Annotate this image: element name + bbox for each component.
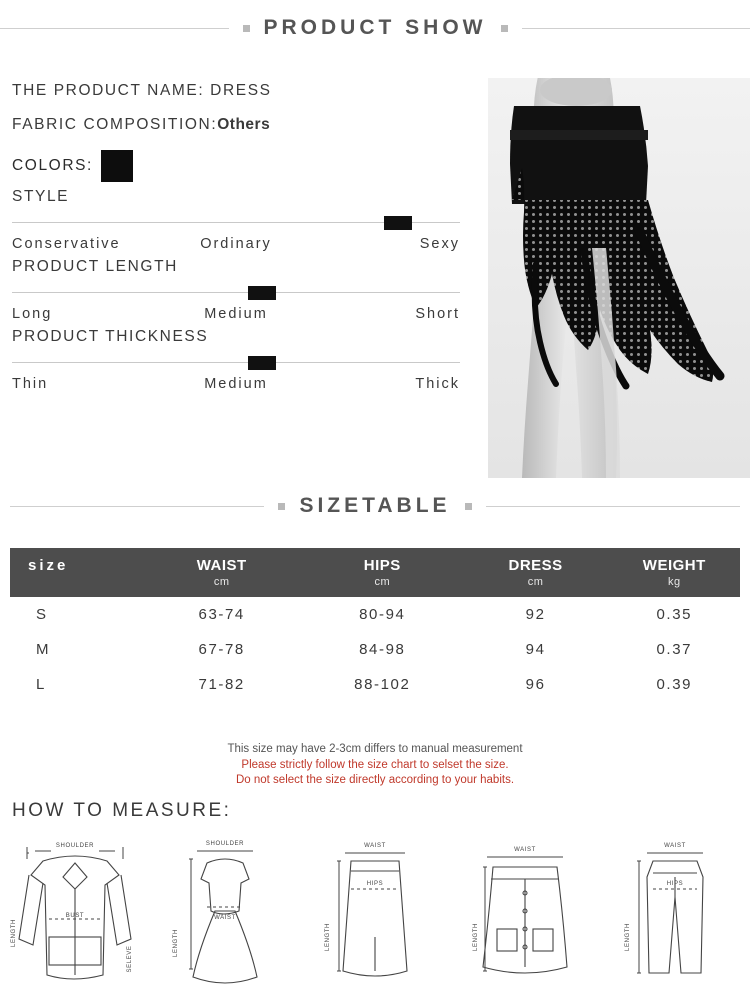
attribute-product-thickness-scale — [12, 372, 460, 392]
row-hips: 84-98 — [359, 641, 406, 658]
attribute-style-option-0[interactable]: Conservative — [12, 236, 121, 252]
size-table-unit-weight: kg — [609, 576, 740, 597]
figure-label-hips: HIPS — [666, 881, 684, 887]
measure-figure-pants — [605, 833, 745, 998]
attribute-product-length-scale — [12, 302, 460, 322]
size-table-header-dress: DRESS — [463, 548, 609, 576]
figure-label-hips: HIPS — [366, 881, 384, 887]
section-header-product-show — [0, 0, 750, 50]
figure-label-shoulder: SHOULDER — [205, 841, 245, 847]
row-dress: 94 — [525, 641, 546, 658]
size-table-header-row — [10, 548, 740, 576]
attribute-style — [12, 188, 460, 252]
attribute-style-scale — [12, 232, 460, 252]
attribute-product-length-marker[interactable] — [248, 286, 276, 300]
measure-figure-dress — [155, 833, 295, 998]
row-hips: 88-102 — [354, 676, 411, 693]
section-title: PRODUCT SHOW — [263, 16, 487, 39]
figure-label-waist: WAIST — [214, 915, 236, 921]
figure-label-waist: WAIST — [364, 843, 386, 849]
product-info-panel — [12, 82, 460, 392]
row-dress: 96 — [525, 676, 546, 693]
attribute-product-thickness-option-2[interactable]: Thick — [415, 376, 460, 392]
figure-label-waist: WAIST — [514, 847, 536, 853]
attribute-product-thickness-option-1[interactable]: Medium — [204, 376, 268, 392]
attribute-product-length-option-2[interactable]: Short — [415, 306, 460, 322]
row-weight: 0.39 — [656, 676, 693, 693]
sizetable-header-inner — [10, 478, 740, 528]
attribute-style-option-1[interactable]: Ordinary — [200, 236, 272, 252]
fabric-composition-line — [12, 116, 460, 134]
row-size: L — [36, 676, 46, 693]
how-to-measure-title: HOW TO MEASURE: — [12, 800, 232, 821]
size-table-header-size: size — [10, 548, 141, 576]
figure-label-sleeve: SELEVE — [127, 945, 133, 973]
size-table-header-weight: WEIGHT — [609, 548, 740, 576]
sizetable-rule-right — [486, 506, 740, 507]
attribute-style-marker[interactable] — [384, 216, 412, 230]
attribute-product-length-track[interactable] — [12, 284, 460, 300]
sizetable-square-left — [278, 503, 285, 510]
attribute-product-thickness-marker[interactable] — [248, 356, 276, 370]
measure-figures — [0, 828, 750, 998]
colors-label: COLORS: — [12, 157, 93, 174]
measure-figure-mini-skirt — [455, 833, 595, 998]
size-table-unit-dress: cm — [463, 576, 609, 597]
figure-label-waist: WAIST — [664, 843, 686, 849]
row-size: M — [36, 641, 50, 658]
attribute-style-option-2[interactable]: Sexy — [419, 236, 460, 252]
size-table-header-hips: HIPS — [302, 548, 463, 576]
size-table-header-waist: WAIST — [141, 548, 302, 576]
figure-label-length: LENGTH — [11, 919, 17, 947]
header-square-right — [501, 25, 508, 32]
row-hips: 80-94 — [359, 606, 406, 623]
figure-label-bust: BUST — [65, 913, 85, 919]
header-rule-left — [0, 28, 229, 29]
fabric-label: FABRIC COMPOSITION: — [12, 116, 218, 133]
size-note-2: Please strictly follow the size chart to selset the size. — [241, 758, 509, 771]
attribute-product-length-option-1[interactable]: Medium — [204, 306, 268, 322]
table-row — [10, 597, 740, 632]
size-notes — [0, 742, 750, 789]
size-table-head — [10, 548, 740, 597]
attribute-style-track[interactable] — [12, 214, 460, 230]
attribute-product-thickness — [12, 328, 460, 392]
attribute-product-thickness-bar — [12, 362, 460, 363]
size-table-units-row — [10, 576, 740, 597]
header-square-left — [243, 25, 250, 32]
product-name-line: THE PRODUCT NAME: DRESS — [12, 82, 272, 99]
attribute-product-length — [12, 258, 460, 322]
attribute-style-title: STYLE — [12, 188, 70, 205]
row-waist: 71-82 — [198, 676, 245, 693]
row-weight: 0.37 — [656, 641, 693, 658]
sizetable-title: SIZETABLE — [299, 494, 451, 517]
row-weight: 0.35 — [656, 606, 693, 623]
size-note-1: This size may have 2-3cm differs to manual measurement — [227, 743, 523, 755]
section-header-sizetable — [0, 478, 750, 528]
attribute-product-length-bar — [12, 292, 460, 293]
fabric-value: Others — [217, 116, 271, 133]
attribute-product-thickness-title: PRODUCT THICKNESS — [12, 328, 209, 345]
sizetable-rule-left — [10, 506, 264, 507]
attribute-product-thickness-track[interactable] — [12, 354, 460, 370]
measure-figure-jacket — [5, 833, 145, 998]
color-swatch-black[interactable] — [101, 150, 133, 182]
row-size: S — [36, 606, 48, 623]
colors-row — [12, 150, 460, 182]
figure-label-shoulder: SHOULDER — [55, 843, 95, 849]
size-table-unit-waist: cm — [141, 576, 302, 597]
size-table-unit-size — [10, 576, 141, 597]
row-waist: 63-74 — [198, 606, 245, 623]
attribute-product-length-title: PRODUCT LENGTH — [12, 258, 178, 275]
row-waist: 67-78 — [198, 641, 245, 658]
size-table-unit-hips: cm — [302, 576, 463, 597]
attribute-product-length-option-0[interactable]: Long — [12, 306, 53, 322]
sizetable-square-right — [465, 503, 472, 510]
measure-figure-long-skirt — [305, 833, 445, 998]
figure-label-length: LENGTH — [473, 923, 479, 951]
row-dress: 92 — [525, 606, 546, 623]
attribute-product-thickness-option-0[interactable]: Thin — [12, 376, 49, 392]
figure-label-length: LENGTH — [625, 923, 631, 951]
table-row — [10, 667, 740, 702]
figure-label-length: LENGTH — [325, 923, 331, 951]
product-photo — [488, 78, 750, 478]
size-table — [10, 548, 740, 702]
table-row — [10, 632, 740, 667]
figure-label-length: LENGTH — [173, 929, 179, 957]
size-table-body — [10, 597, 740, 702]
header-rule-right — [522, 28, 750, 29]
size-note-3: Do not select the size directly according to your habits. — [235, 774, 515, 787]
